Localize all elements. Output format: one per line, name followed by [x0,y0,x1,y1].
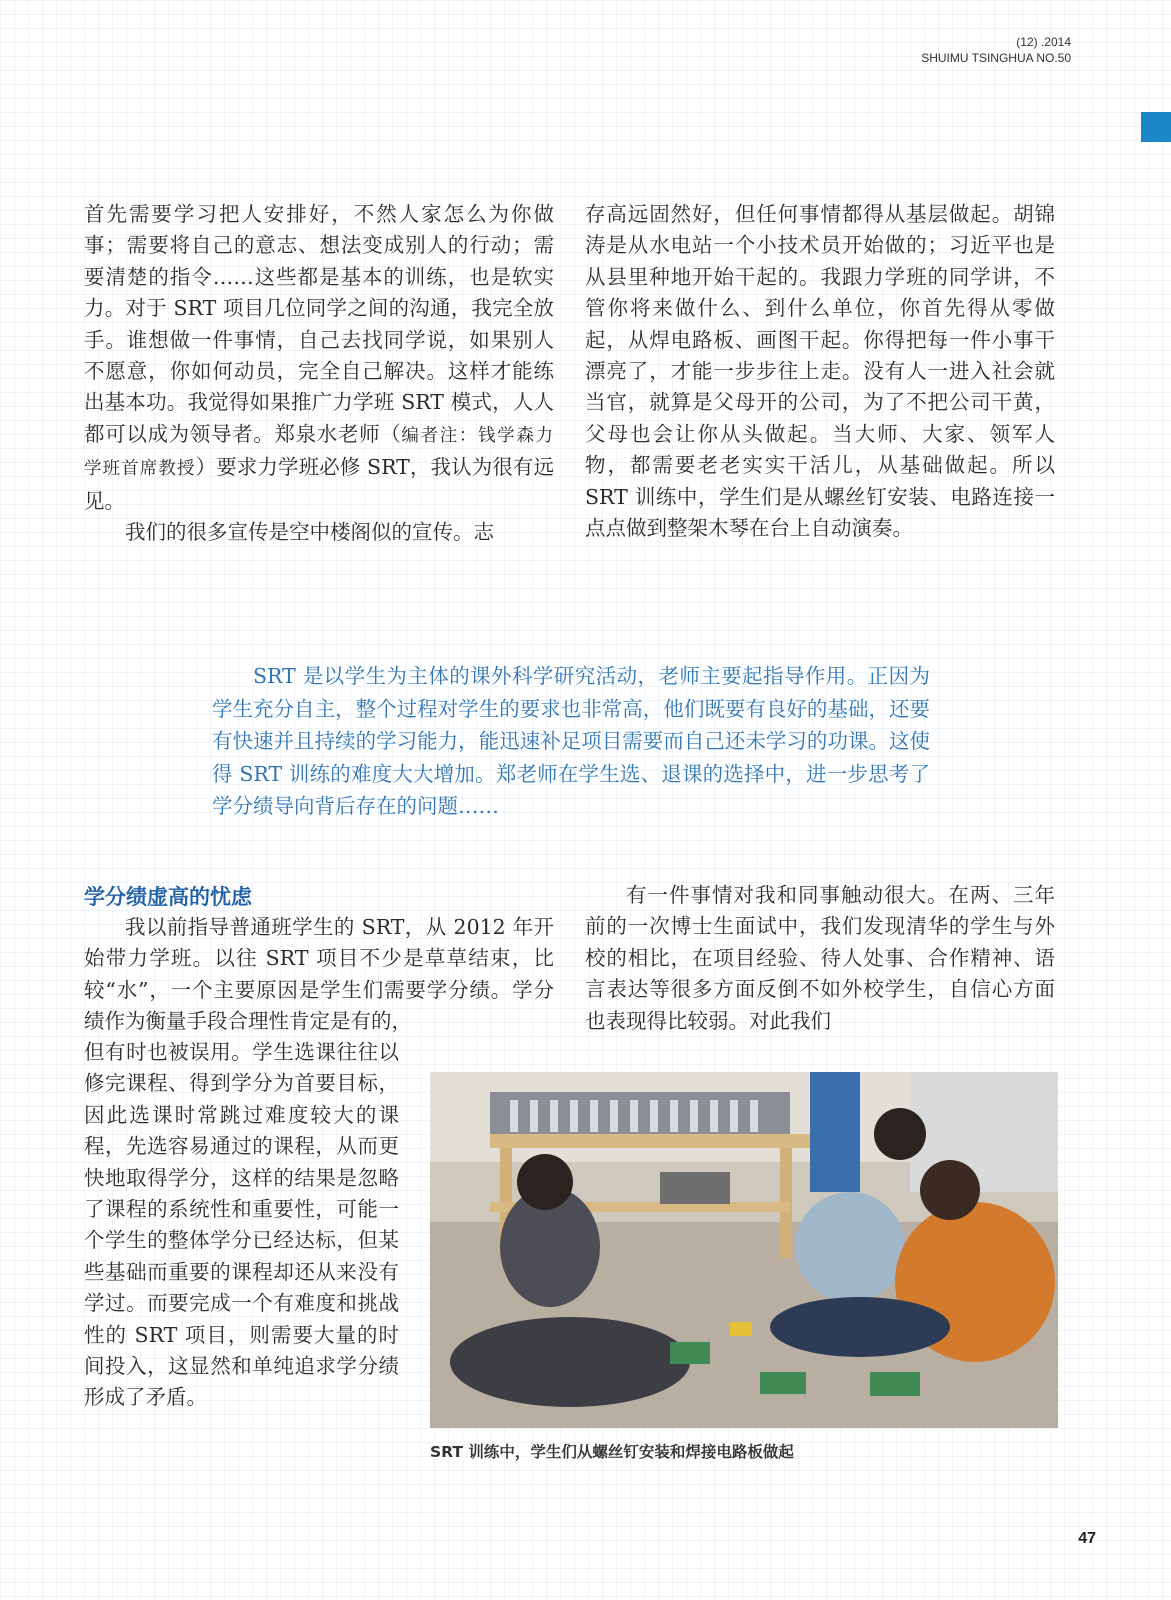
column-1 [84,199,554,548]
issue-label: (12) .2014 [1016,35,1071,49]
column-2 [585,199,1055,544]
page-number: 47 [1078,1530,1096,1547]
paragraph-1-end: ）要求力学班必修 SRT，我认为很有远见。 [84,455,555,513]
column-3-wide [84,912,554,1038]
paragraph-1-text: 首先需要学习把人安排好，不然人家怎么为你做事；需要将自己的意志、想法变成别人的行动；需要清楚的指令……这些都是基本的训练，也是软实力。对于 SRT 项目几位同学之间的沟通，我完全放手。谁想做一件事情，自己去找同学说，如果别人不愿意，你如何动员，完全自己解决。这样才能练出基本功。我觉得如果推广力学班 SRT 模式，人人都可以成为领导者。郑泉水老师（ [84,202,554,446]
column-4 [585,880,1055,1037]
paragraph-1 [84,199,554,517]
pull-quote: SRT 是以学生为主体的课外科学研究活动，老师主要起指导作用。正因为学生充分自主，整个过程对学生的要求也非常高，他们既要有良好的基础，还要有快速并且持续的学习能力，能迅速补足项目需要而自己还未学习的功课。这使得 SRT 训练的难度大大增加。郑老师在学生选、退课的选择中，进一步思考了学分绩导向背后存在的问题…… [212,664,930,818]
paragraph-4-continued: 但有时也被误用。学生选课往往以修完课程、得到学分为首要目标，因此选课时常跳过难度较大的课程，先选容易通过的课程，从而更快地取得学分，这样的结果是忽略了课程的系统性和重要性，可能一个学生的整体学分已经达标，但某些基础而重要的课程却还从来没有学过。而要完成一个有难度和挑战性的 SRT 项目，则需要大量的时间投入，这显然和单纯追求学分绩形成了矛盾。 [84,1040,399,1410]
paragraph-4: 我以前指导普通班学生的 SRT，从 2012 年开始带力学班。以往 SRT 项目不少是草草结束，比较“水”，一个主要原因是学生们需要学分绩。学分绩作为衡量手段合理性肯定是有的， [84,915,554,1034]
page-header [921,34,1071,66]
students-lab-photo [430,1072,1058,1428]
paragraph-5: 有一件事情对我和同事触动很大。在两、三年前的一次博士生面试中，我们发现清华的学生与外校的相比，在项目经验、待人处事、合作精神、语言表达等很多方面反倒不如外校学生，自信心方面也表现得比较弱。对此我们 [585,883,1055,1033]
column-3-narrow [84,1037,399,1414]
paragraph-3: 存高远固然好，但任何事情都得从基层做起。胡锦涛是从水电站一个小技术员开始做的；习近平也是从县里种地开始干起的。我跟力学班的同学讲，不管你将来做什么、到什么单位，你首先得从零做起，从焊电路板、画图干起。你得把每一件小事干漂亮了，才能一步步往上走。没有人一进入社会就当官，就算是父母开的公司，为了不把公司干黄，父母也会让你从头做起。当大师、大家、领军人物，都需要老老实实干活儿，从基础做起。所以 SRT 训练中，学生们是从螺丝钉安装、电路连接一点点做到整架木琴在台上自动演奏。 [585,202,1055,541]
photo-illustration [430,1072,1058,1428]
editor-note: 编者注：钱学森力学班首席教授 [84,425,555,480]
section-tab-marker [1141,112,1171,142]
section-heading: 学分绩虚高的忧虑 [84,885,252,909]
paragraph-2: 我们的很多宣传是空中楼阁似的宣传。志 [125,520,494,545]
photo-caption: SRT 训练中，学生们从螺丝钉安装和焊接电路板做起 [430,1443,794,1461]
magazine-label: SHUIMU TSINGHUA NO.50 [921,51,1071,65]
